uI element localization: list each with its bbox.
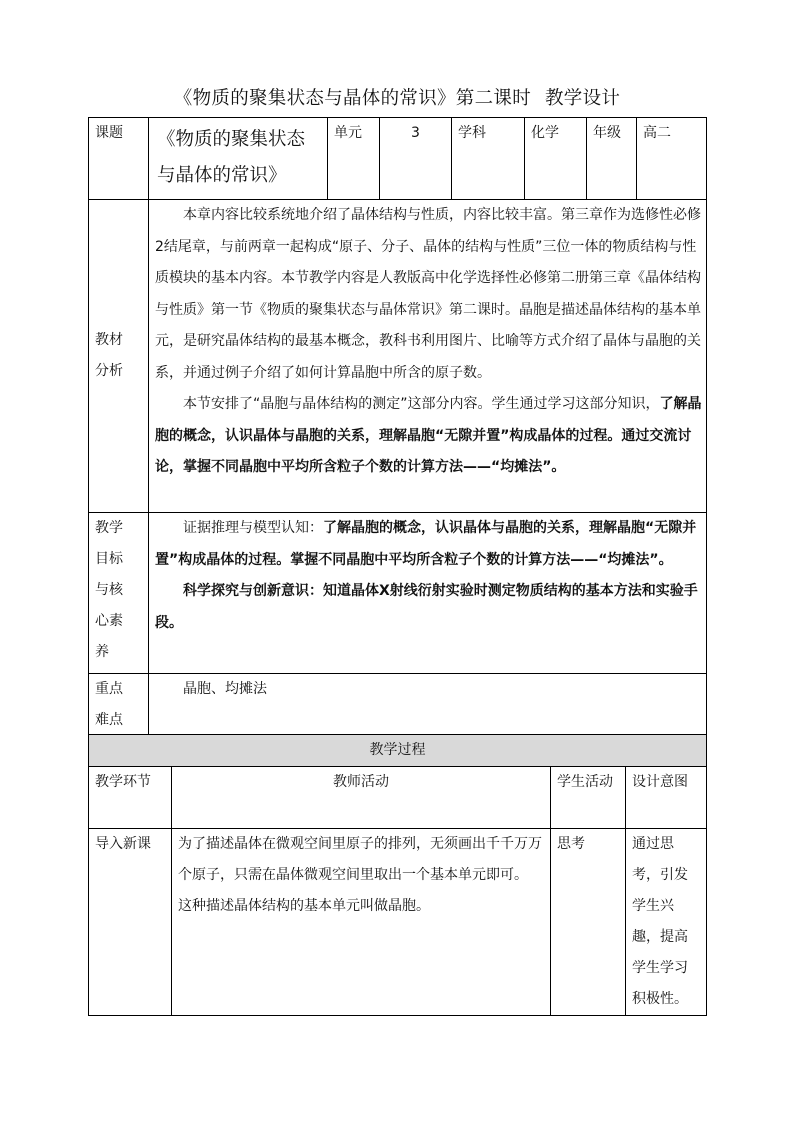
analysis-paragraph-2: 本节安排了“晶胞与晶体结构的测定”这部分内容。学生通过学习这部分知识，了解晶胞的概念，认识晶体与晶胞的关系，理解晶胞“无隙并置”构成晶体的过程。通过交流讨论，掌握不同晶胞中平均所含粒子个数的计算方法——“均摊法”。 [155,396,702,475]
column-header-intent: 设计意图 [626,767,707,829]
subject-value: 化学 [525,118,587,200]
topic-label: 课题 [89,118,149,200]
goals-label: 教学 目标 与核 心素 养 [89,513,149,674]
analysis-label: 教材 分析 [89,200,149,513]
page-title: 《物质的聚集状态与晶体的常识》第二课时 教学设计 [173,88,621,109]
column-header-student: 学生活动 [551,767,626,829]
teacher-activity-cell: 为了描述晶体在微观空间里原子的排列，无须画出千千万万个原子，只需在晶体微观空间里取出一个基本单元即可。 这种描述晶体结构的基本单元叫做晶胞。 [172,829,551,1016]
teaching-process-table [88,734,707,1016]
goals-paragraph-2: 科学探究与创新意识：知道晶体X射线衍射实验时测定物质结构的基本方法和实验手段。 [155,583,698,631]
stage-cell: 导入新课 [89,829,172,1016]
unit-value: 3 [380,118,452,200]
analysis-paragraph-1: 本章内容比较系统地介绍了晶体结构与性质，内容比较丰富。第三章作为选修性必修2结尾章，与前两章一起构成“原子、分子、晶体的结构与性质”三位一体的物质结构与性质模块的基本内容。本节教学内容是人教版高中化学选择性必修第二册第三章《晶体结构与性质》第一节《物质的聚集状态与晶体常识》第二课时。晶胞是描述晶体结构的基本单元，是研究晶体结构的最基本概念，教科书利用图片、比喻等方式介绍了晶体与晶胞的关系，并通过例子介绍了如何计算晶胞中所含的原子数。 [155,207,701,381]
key-points-content: 晶胞、均摊法 [149,674,707,737]
grade-value: 高二 [637,118,707,200]
table-row [89,829,707,1016]
student-activity-cell: 思考 [551,829,626,1016]
goals-paragraph-1: 证据推理与模型认知：了解晶胞的概念，认识晶体与晶胞的关系，理解晶胞“无隙并置”构成晶体的过程。掌握不同晶胞中平均所含粒子个数的计算方法——“均摊法”。 [155,520,697,568]
unit-label: 单元 [328,118,380,200]
key-points-label: 重点 难点 [89,674,149,737]
topic-value: 《物质的聚集状态与晶体的常识》 [149,118,328,200]
process-header: 教学过程 [89,735,707,767]
column-header-stage: 教学环节 [89,767,172,829]
design-intent-cell: 通过思考，引发学生兴趣，提高学生学习积极性。 [626,829,707,1016]
lesson-info-table [88,117,707,737]
grade-label: 年级 [587,118,637,200]
goals-content [149,513,707,674]
column-header-teacher: 教师活动 [172,767,551,829]
analysis-content [149,200,707,513]
subject-label: 学科 [452,118,525,200]
